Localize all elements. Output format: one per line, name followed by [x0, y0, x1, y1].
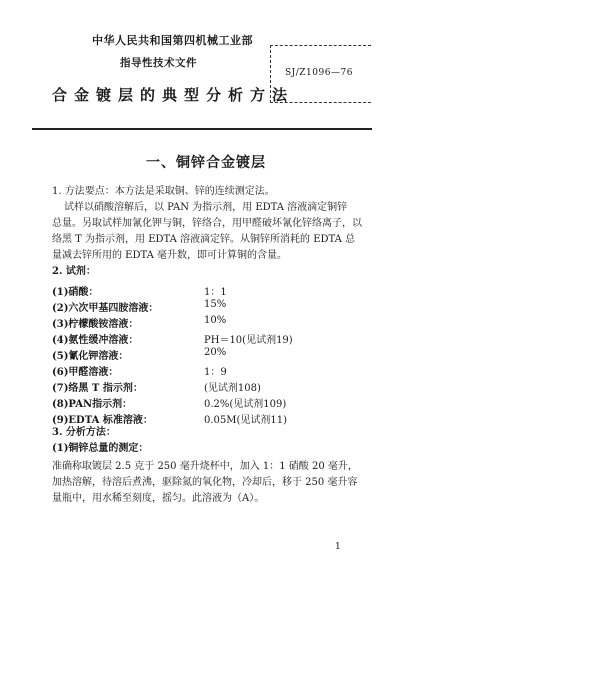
- reagent-value: 15%: [204, 299, 227, 310]
- reagent-name: (4)氨性缓冲溶液：: [52, 335, 139, 346]
- item3-heading: 3. 分析方法：: [52, 427, 116, 438]
- sub1-line: 准确称取镀层 2.5 克于 250 毫升烧杯中，加入 1：1 硝酸 20 毫升，: [52, 461, 358, 472]
- header-divider: [32, 128, 372, 130]
- reagent-value: 1：9: [204, 367, 227, 378]
- reagent-value: (见试剂108): [204, 383, 261, 394]
- reagent-name: (8)PAN指示剂：: [52, 399, 133, 410]
- item1-line: 络黑 T 为指示剂，用 EDTA 溶液滴定锌。从铜锌所消耗的 EDTA 总: [52, 234, 356, 245]
- standard-number: SJ/Z1096—76: [285, 68, 353, 78]
- reagent-value: 10%: [204, 315, 227, 326]
- reagent-name: (1)硝酸：: [52, 287, 99, 298]
- item1-line: 量减去锌所用的 EDTA 毫升数，即可计算铜的含量。: [52, 250, 288, 261]
- item1-line: 总量。另取试样加氰化钾与铜，锌络合，用甲醛破坏氰化锌络离子，以: [52, 218, 362, 229]
- reagent-name: (7)络黑 T 指示剂：: [52, 383, 143, 394]
- subsection-heading: (1)铜锌总量的测定：: [52, 443, 149, 454]
- sub1-line: 量瓶中，用水稀至刻度，摇匀。此溶液为（A）。: [52, 493, 265, 504]
- reagent-value: 1：1: [204, 287, 227, 298]
- reagent-name: (6)甲醛溶液：: [52, 367, 119, 378]
- document-type: 指导性技术文件: [120, 57, 197, 69]
- reagent-name: (9)EDTA 标准溶液：: [52, 415, 153, 426]
- reagent-name: (3)柠檬酸铵溶液：: [52, 319, 139, 330]
- reagent-value: 0.05M(见试剂11): [204, 415, 288, 426]
- standard-number-box: [270, 45, 371, 103]
- reagent-value: 0.2%(见试剂109): [204, 399, 287, 410]
- sub1-line: 加热溶解，待溶后煮沸，驱除氮的氧化物，冷却后，移于 250 毫升容: [52, 477, 358, 488]
- page-number: 1: [335, 542, 341, 552]
- item1-line: 试样以硝酸溶解后，以 PAN 为指示剂，用 EDTA 溶液滴定铜锌: [64, 202, 348, 213]
- document-title: 合金镀层的典型分析方法: [52, 86, 295, 104]
- issuing-organization: 中华人民共和国第四机械工业部: [92, 34, 253, 47]
- reagent-name: (5)氰化钾溶液：: [52, 351, 129, 362]
- item2-heading: 2. 试剂：: [52, 266, 96, 277]
- section-title: 一、铜锌合金镀层: [146, 155, 266, 171]
- item1-heading: 1. 方法要点：本方法是采取铜、锌的连续测定法。: [52, 186, 275, 197]
- reagent-name: (2)六次甲基四胺溶液：: [52, 303, 159, 314]
- reagent-value: 20%: [204, 347, 227, 358]
- reagent-value: PH＝10(见试剂19): [204, 335, 293, 346]
